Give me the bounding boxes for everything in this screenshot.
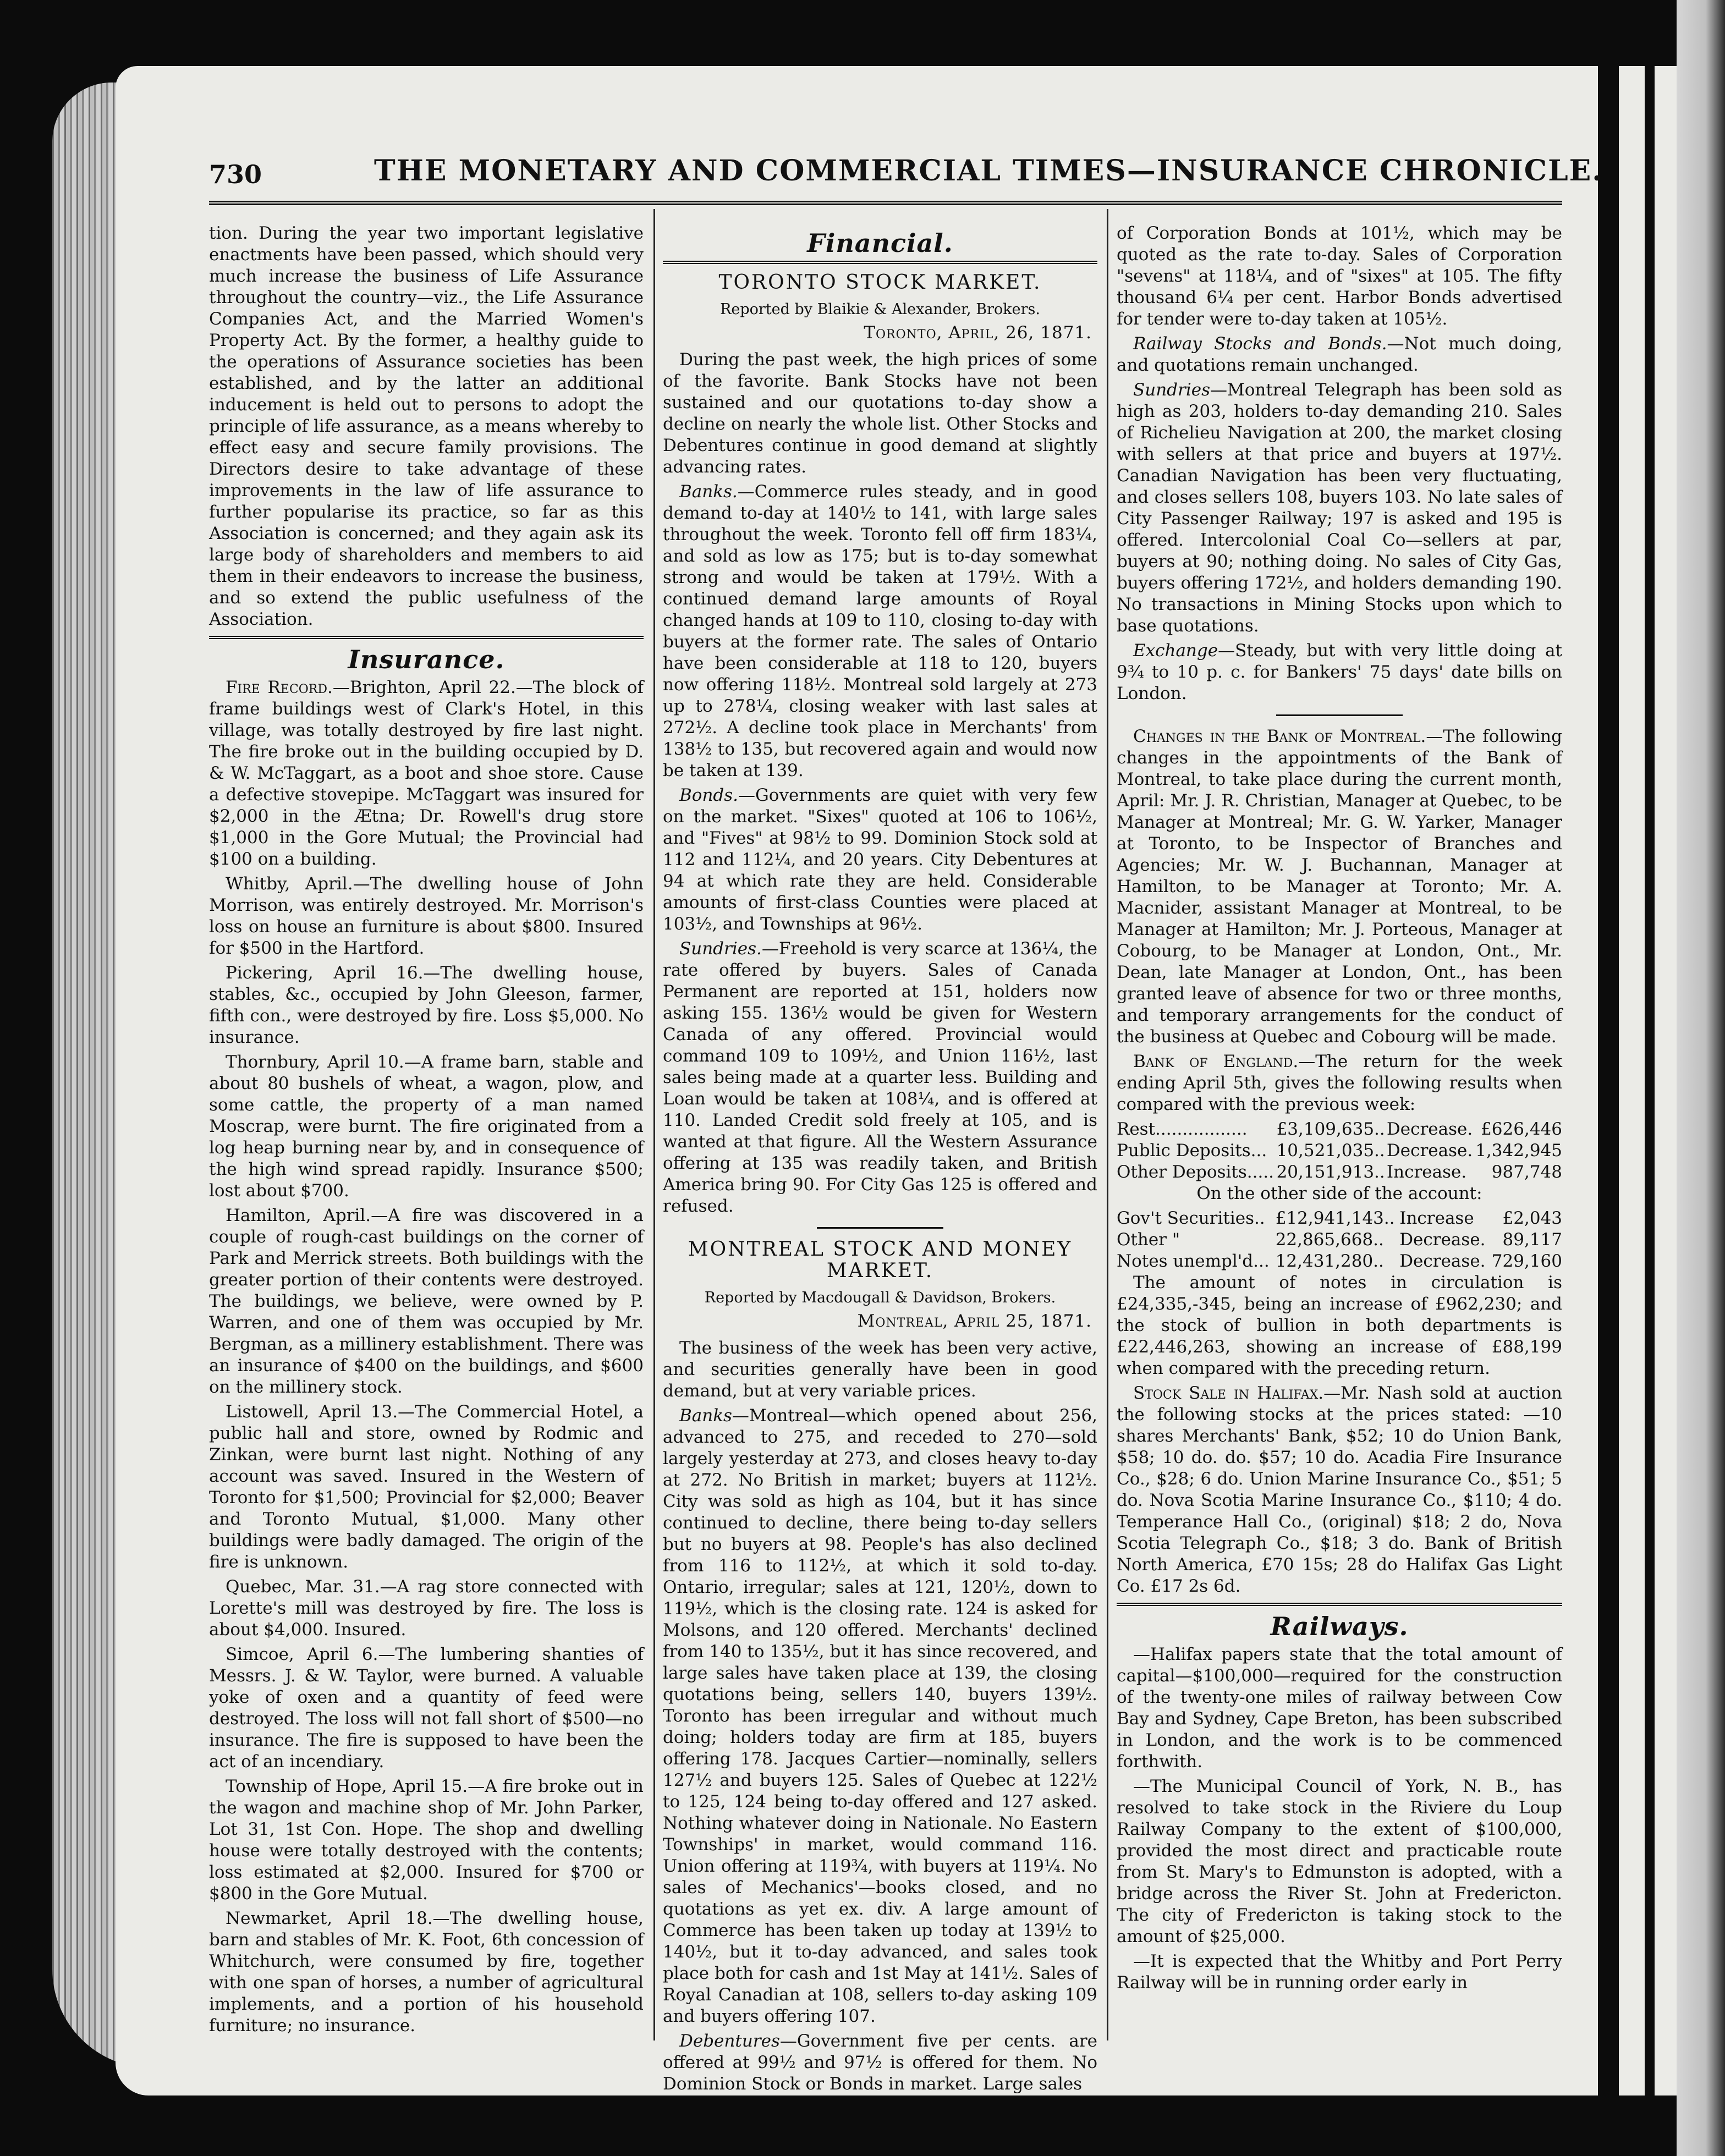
table-row	[1117, 1208, 1562, 1229]
article-paragraph: Township of Hope, April 15.—A fire broke out in the wagon and machine shop of Mr. John Parker, Lot 31, 1st Con. Hope. The shop and dwelling house were totally destroyed with the contents; loss estimated at $2,000. Insured for $700 or $800 in the Gore Mutual.	[209, 1777, 644, 1904]
article-paragraph: Quebec, Mar. 31.—A rag store connected with Lorette's mill was destroyed by fire. The loss is about $4,000. Insured.	[209, 1577, 644, 1640]
run-in-label: Sundries.	[679, 939, 762, 959]
table-cell: Gov't Securities..	[1117, 1208, 1265, 1228]
sundries-paragraph	[1117, 380, 1562, 637]
bank-of-england-table	[1117, 1119, 1562, 1183]
table-cell: 987,748	[1491, 1162, 1562, 1182]
run-in-label: Sundries	[1133, 380, 1210, 400]
run-in-label: Bonds.	[679, 785, 739, 805]
article-paragraph: During the past week, the high prices of some of the favorite. Bank Stocks have not been sustained and our quotations to-day show a decline on nearly the whole list. Other Stocks and Debentures continue in good demand at slightly advancing rates.	[663, 350, 1097, 477]
table-cell: Rest.................	[1117, 1119, 1248, 1139]
bonds-paragraph	[663, 785, 1097, 935]
paragraph-text: —Freehold is very scarce at 136¼, the rate offered by buyers. Sales of Canada Permanent are reported at 151, holders now asking 155. 136½ would be given for Western Canada of any offered. Provincial would command 109 to 109½, and Union 116½, last sales being made at a quarter less. Building and Loan would be taken at 108¼, and is offered at 110. Landed Credit sold freely at 105, and is wanted at that figure. All the Western Assurance offering at 135 was readily taken, and British America bring 90. For City Gas 125 is offered and refused.	[663, 939, 1097, 1216]
dateline: Montreal, April 25, 1871.	[857, 1311, 1092, 1331]
run-in-label: Changes in the Bank of Montreal.	[1133, 727, 1426, 746]
table-cell: 10,521,035..	[1276, 1141, 1385, 1160]
toronto-market-heading: TORONTO STOCK MARKET.	[718, 271, 1042, 294]
article-paragraph: The business of the week has been very active, and securities generally have been in good demand, but at very variable prices.	[663, 1338, 1097, 1401]
paragraph-text: —Brighton, April 22.—The block of frame buildings west of Clark's Hotel, in this village, was totally destroyed by fire last night. The fire broke out in the building occupied by D. & W. McTaggart, as a boot and shoe store. Cause a defective stovepipe. McTaggart was insured for $2,000 in the Ætna; Dr. Rowell's drug store $1,000 in the Gore Mutual; the Provincial had $100 on a building.	[209, 678, 644, 869]
section-rule	[209, 636, 644, 639]
page-number: 730	[209, 160, 262, 189]
run-in-label: Railway Stocks and Bonds.	[1133, 334, 1387, 354]
banks-paragraph	[663, 481, 1097, 782]
article-paragraph: —It is expected that the Whitby and Port Perry Railway will be in running order early in	[1117, 1951, 1562, 1993]
article-paragraph: Newmarket, April 18.—The dwelling house, barn and stables of Mr. K. Foot, 6th concession of Whitchurch, were consumed by fire, together with one span of horses, a number of agricultural implements, and a portion of his household furniture; no insurance.	[209, 1909, 644, 2036]
article-paragraph: —The Municipal Council of York, N. B., has resolved to take stock in the Riviere du Loup Railway Company to the extent of $100,000, provided the most direct and practicable route from St. Mary's to Edmunston is adopted, with a bridge across the River St. John at Fredericton. The city of Fredericton is taking stock to the amount of $25,000.	[1117, 1777, 1562, 1946]
table-cell: £3,109,635..	[1276, 1119, 1385, 1139]
article-paragraph: The amount of notes in circulation is £24,335,-345, being an increase of £962,230; and the stock of bullion in both departments is £22,446,263, showing an increase of £88,199 when compared with the preceding return.	[1117, 1273, 1562, 1378]
paragraph-text: —Mr. Nash sold at auction the following stocks at the prices stated: —10 shares Merchants' Bank, $52; 10 do Union Bank, $58; 10 do. do. $57; 10 do. Acadia Fire Insurance Co., $28; 6 do. Union Marine Insurance Co., $51; 5 do. Nova Scotia Marine Insurance Co., $110; 4 do. Temperance Hall Co., (original) $18; 2 do, Nova Scotia Telegraph Co., $18; 3 do. Bank of British North America, £70 15s; 28 do Halifax Gas Light Co. £17 2s 6d.	[1117, 1383, 1562, 1596]
article-text: tion. During the year two important legislative enactments have been passed, which should very much increase the business of Life Assurance throughout the country—viz., the Life Assurance Companies Act, and the Married Women's Property Act. By the former, a healthy guide to the operations of Assurance societies has been established, and by the latter an additional inducement is held out to persons to adopt the principle of life assurance, as a means whereby to effect easy and secure family provisions. The Directors desire to take advantage of these improvements in the law of life assurance to further popularise its practice, so far as this Association is concerned; and they again ask its large body of shareholders and members to aid them in their endeavors to increase the business, and so extend the public usefulness of the Association.	[209, 223, 644, 629]
exchange-paragraph	[1117, 640, 1562, 705]
table-cell: Increase.	[1386, 1162, 1467, 1182]
paragraph-text: —The return for the week ending April 5th, gives the following results when compared with the previous week:	[1117, 1052, 1562, 1114]
dateline: Toronto, April, 26, 1871.	[864, 323, 1092, 343]
table-cell: 1,342,945	[1475, 1141, 1562, 1160]
newspaper-page	[165, 143, 1603, 2094]
table-row	[1117, 1251, 1562, 1272]
paragraph-text: —Government five per cents. are offered at 99½ and 97½ is offered for them. No Dominion Stock or Bonds in market. Large sales	[663, 2031, 1097, 2094]
page-header	[165, 143, 1603, 204]
fire-record-paragraph	[209, 677, 644, 870]
article-paragraph: Thornbury, April 10.—A frame barn, stable and about 80 bushels of wheat, a wagon, plow, and some cattle, the property of a man named Moscrap, were burnt. The fire originated from a log heap burning near by, and in consequence of the high wind spread rapidly. Insurance $500; lost about $700.	[209, 1052, 644, 1201]
column-rule	[653, 209, 655, 2041]
section-heading-financial: Financial.	[807, 228, 953, 258]
page-title: THE MONETARY AND COMMERCIAL TIMES—INSURANCE CHRONICLE.	[374, 154, 1603, 188]
table-cell: Decrease.	[1399, 1251, 1486, 1271]
table-cell: Decrease.	[1399, 1230, 1486, 1250]
bank-of-england-paragraph	[1117, 1051, 1562, 1115]
paragraph-text: —Not much doing, and quotations remain unchanged.	[1117, 334, 1562, 375]
table-cell: £12,941,143..	[1275, 1208, 1395, 1228]
table-cell: 22,865,668..	[1275, 1230, 1384, 1250]
table-cell: Other Deposits.....	[1117, 1162, 1274, 1182]
table-cell: 12,431,280..	[1275, 1251, 1384, 1271]
table-cell: Public Deposits...	[1117, 1141, 1267, 1160]
table-cell: Other "	[1117, 1230, 1180, 1250]
montreal-market-heading: MONTREAL STOCK AND MONEY MARKET.	[688, 1238, 1073, 1282]
section-heading-railways: Railways.	[1270, 1612, 1409, 1641]
column-insurance	[209, 223, 644, 2038]
run-in-label: Fire Record.	[226, 678, 333, 697]
column-financial-continued	[1117, 223, 1562, 2038]
section-rule	[1117, 1603, 1562, 1606]
scan-right-edge	[1677, 0, 1725, 2156]
column-financial	[663, 223, 1097, 2094]
paragraph-text: —Commerce rules steady, and in good demand to-day at 140½ to 141, with large sales throughout the week. Toronto fell off firm 183¼, and sold as low as 175; but is to-day somewhat strong and would be taken at 179½. With a continued demand large amounts of Royal changed hands at 109 to 110, closing to-day with buyers at the former rate. The sales of Ontario have been considerable at 118 to 120, buyers now offering 118½. Montreal sold largely at 273 up to 278¼, closing weaker with last sales at 272½. A decline took place in Merchants' from 138½ to 135, but recovered again and would now be taken at 139.	[663, 482, 1097, 780]
paragraph-text: —Steady, but with very little doing at 9¾ to 10 p. c. for Bankers' 75 days' date bills on London.	[1117, 641, 1562, 703]
bank-of-england-table-2	[1117, 1208, 1562, 1272]
table-cell: £626,446	[1481, 1119, 1562, 1139]
table-cell: Increase	[1399, 1208, 1474, 1228]
paragraph-text: —The following changes in the appointments of the Bank of Montreal, to take place during the current month, April: Mr. J. R. Christian, Manager at Quebec, to be Manager at Montreal; Mr. G. W. Yarker, Manager at Toronto, to be Inspector of Branches and Agencies; Mr. W. J. Buchannan, Manager at Hamilton, to be Manager at Toronto; Mr. A. Macnider, assistant Manager at Montreal, to be Manager at Hamilton; Mr. J. Porteous, Manager at Cobourg, to be Manager at London, Ont., Mr. Dean, late Manager at London, Ont., has been granted leave of absence for two or three months, and temporary arrangements for the conduct of the business at Quebec and Cobourg will be made.	[1117, 727, 1562, 1047]
montreal-banks-paragraph	[663, 1405, 1097, 2027]
table-cell: £2,043	[1502, 1208, 1562, 1228]
paragraph-text: —Montreal Telegraph has been sold as high as 203, holders to-day demanding 210. Sales of Richelieu Navigation at 200, the market closing with sellers at that price and buyers at 197½. Canadian Navigation has been very fluctuating, and closes sellers 108, buyers 103. No late sales of City Passenger Railway; 197 is asked and 195 is offered. Intercolonial Coal Co—sellers at par, buyers at 90; nothing doing. No sales of City Gas, buyers offering 172½, and holders demanding 190. No transactions in Mining Stocks upon which to base quotations.	[1117, 380, 1562, 636]
table-caption: On the other side of the account:	[1196, 1184, 1482, 1203]
run-in-label: Banks.	[679, 482, 738, 502]
divider-rule	[1276, 714, 1403, 716]
paragraph-text: —Montreal—which opened about 256, advanced to 275, and receded to 270—sold largely yesterday at 273, and closes heavy to-day at 272. No British in market; buyers at 112½. City was sold as high as 104, but it has since continued to decline, there being to-day sellers but no buyers at 98. People's has also declined from 116 to 112½, at which it sold to-day. Ontario, irregular; sales at 121, 120½, down to 119½, which is the closing rate. 124 is asked for Molsons, and 120 offered. Merchants' declined from 140 to 135½, but it has since recovered, and large sales have taken place at 139, the closing quotations being, sellers 140, buyers 139½. Toronto has been irregular and without much doing; holders today are firm at 185, buyers offering 178. Jacques Cartier—nominally, sellers 127½ and buyers 125. Sales of Quebec at 122½ to 125, 124 being to-day offered and 127 asked. Nothing whatever doing in Nationale. No Eastern Townships' in market, would command 116. Union offering at 119¾, with buyers at 119¼. No sales of Mechanics'—books closed, and no quotations as yet ex. div. A large amount of Commerce has been taken up today at 139½ to 140½, but it to-day advanced, and sales took place both for cash and 1st May at 141½. Sales of Royal Canadian at 108, sellers to-day asking 109 and buyers offering 107.	[663, 1406, 1097, 2026]
table-cell: Decrease.	[1386, 1119, 1473, 1139]
article-paragraph: of Corporation Bonds at 101½, which may be quoted as the rate to-day. Sales of Corporation "sevens" at 118¼, and of "sixes" at 105. The fifty thousand 6¼ per cent. Harbor Bonds advertised for tender were to-day taken at 105½.	[1117, 223, 1562, 329]
article-paragraph: Pickering, April 16.—The dwelling house, stables, &c., occupied by John Gleeson, farmer, fifth con., were destroyed by fire. Loss $5,000. No insurance.	[209, 963, 644, 1047]
run-in-label: Stock Sale in Halifax.	[1133, 1383, 1324, 1403]
reported-by: Reported by Blaikie & Alexander, Brokers.	[720, 301, 1040, 318]
sundries-paragraph	[663, 938, 1097, 1217]
section-heading-insurance: Insurance.	[348, 645, 505, 674]
article-paragraph: —Halifax papers state that the total amount of capital—$100,000—required for the construction of the twenty-one miles of railway between Cow Bay and Sydney, Cape Breton, has been subscribed in London, and the work is to be commenced forthwith.	[1117, 1645, 1562, 1772]
header-rule	[209, 201, 1562, 205]
run-in-label: Bank of England.	[1133, 1052, 1299, 1071]
article-paragraph: Hamilton, April.—A fire was discovered in a couple of rough-cast buildings on the corner of Park and Merrick streets. Both buildings with the greater portion of their contents were destroyed. The buildings, we believe, were owned by P. Warren, and one of them was occupied by Mr. Bergman, as a millinery establishment. There was an insurance of $400 on the buildings, and $600 on the millinery stock.	[209, 1206, 644, 1397]
table-cell: 89,117	[1502, 1230, 1562, 1250]
railway-stocks-paragraph	[1117, 333, 1562, 376]
table-cell: 729,160	[1491, 1251, 1562, 1271]
paragraph-text: —Governments are quiet with very few on the market. "Sixes" quoted at 106 to 106½, and "Fives" at 98½ to 99. Dominion Stock sold at 112 and 112¼, and 20 years. City Debentures at 94 at which rate they are held. Considerable amounts of first-class Counties were placed at 103½, and Townships at 96½.	[663, 785, 1097, 934]
divider-rule	[817, 1227, 943, 1229]
article-paragraph: Simcoe, April 6.—The lumbering shanties of Messrs. J. & W. Taylor, were burned. A valuable yoke of oxen and a quantity of feed were destroyed. The loss will not fall short of $500—no insurance. The fire is supposed to have been the act of an incendiary.	[209, 1645, 644, 1772]
column-rule	[1107, 209, 1108, 2041]
reported-by: Reported by Macdougall & Davidson, Brokers.	[704, 1289, 1056, 1306]
scan-gutter	[1598, 0, 1619, 2156]
run-in-label: Exchange	[1133, 641, 1218, 661]
table-row	[1117, 1229, 1562, 1251]
table-cell: Decrease.	[1386, 1141, 1473, 1160]
run-in-label: Debentures	[679, 2031, 780, 2051]
article-paragraph: Listowell, April 13.—The Commercial Hotel, a public hall and store, owned by Rodmic and Zinkan, were burnt last night. Nothing of any account was saved. Insured in the Western of Toronto for $1,500; Provincial for $2,000; Beaver and Toronto Mutual, $1,000. Many other buildings were badly damaged. The origin of the fire is unknown.	[209, 1402, 644, 1572]
scan-gutter	[1645, 0, 1655, 2156]
run-in-label: Banks	[679, 1406, 732, 1426]
article-paragraph: Whitby, April.—The dwelling house of John Morrison, was entirely destroyed. Mr. Morrison's loss on house an furniture is about $800. Insured for $500 in the Hartford.	[209, 874, 644, 958]
table-row	[1117, 1119, 1562, 1140]
section-rule	[663, 261, 1097, 264]
table-cell: Notes unempl'd...	[1117, 1251, 1270, 1271]
debentures-paragraph	[663, 2031, 1097, 2095]
table-row	[1117, 1140, 1562, 1162]
table-cell: 20,151,913..	[1276, 1162, 1385, 1182]
halifax-paragraph	[1117, 1383, 1562, 1597]
bank-of-montreal-paragraph	[1117, 726, 1562, 1048]
table-row	[1117, 1162, 1562, 1183]
